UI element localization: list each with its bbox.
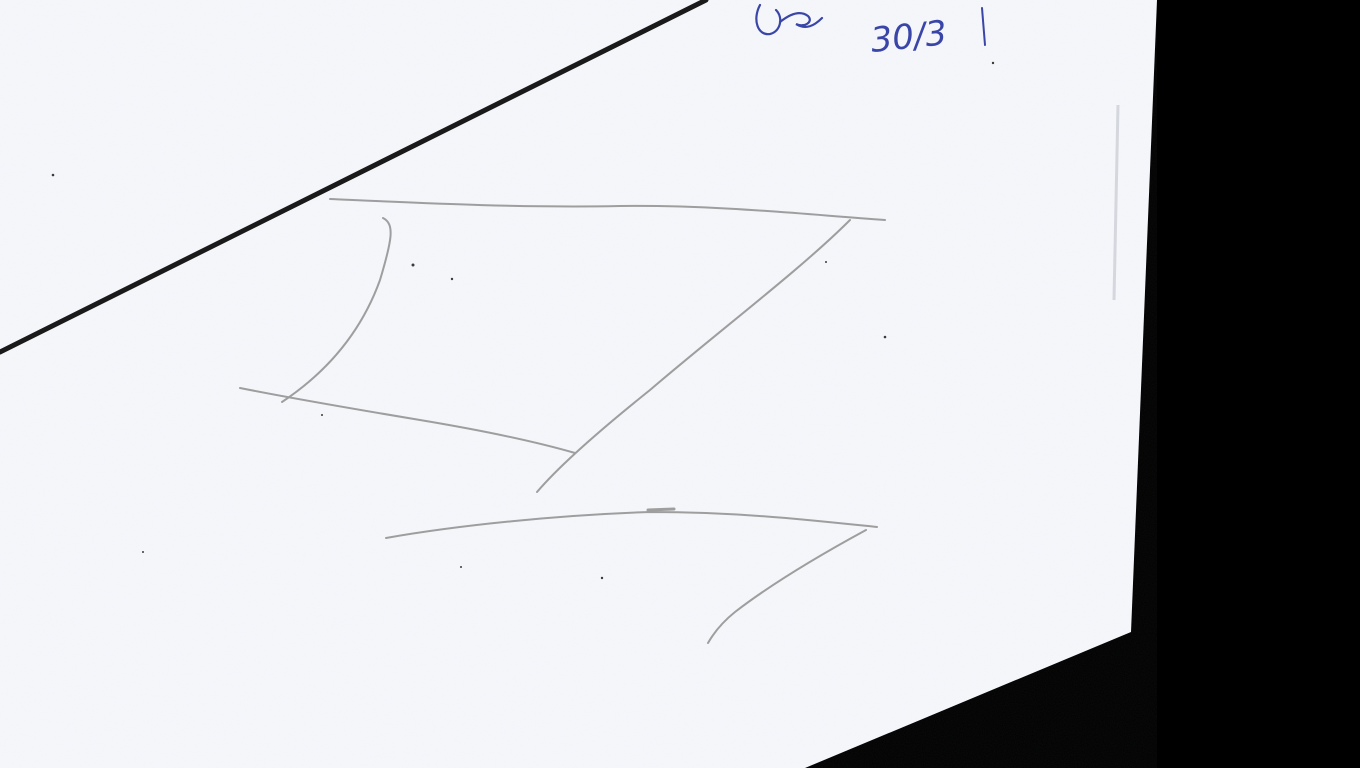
pencil-stroke — [648, 509, 674, 510]
date-handwriting: 30/3 — [868, 13, 949, 61]
